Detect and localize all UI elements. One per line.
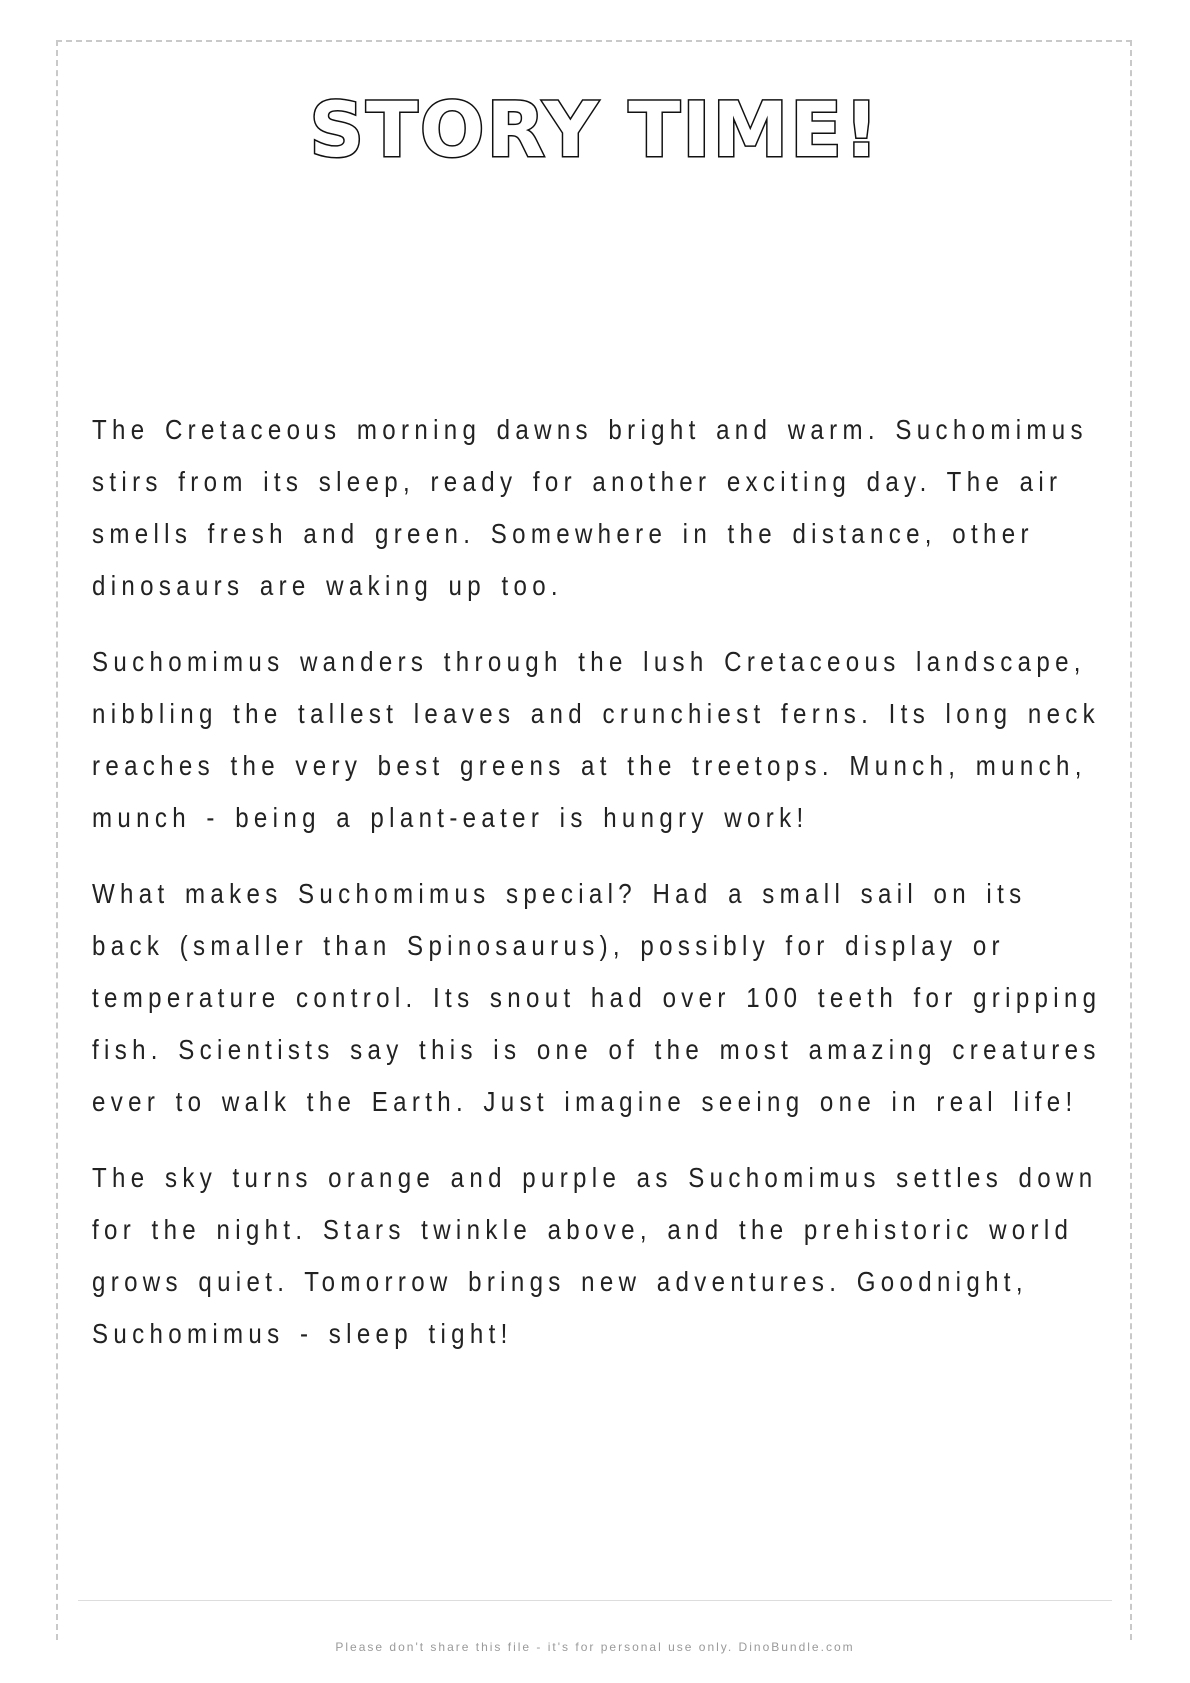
footer-divider	[78, 1600, 1112, 1601]
story-paragraph-1: The Cretaceous morning dawns bright and warm. Suchomimus stirs from its sleep, ready for another exciting day. The air smells fresh and green. Somewhere in the distance, other dinosaurs are waking up too.	[92, 414, 1088, 601]
page-title: STORY TIME!	[309, 85, 881, 174]
footer-notice: Please don't share this file - it's for personal use only. DinoBundle.com	[335, 1640, 855, 1654]
story-body	[92, 404, 1112, 1384]
story-paragraph-4: The sky turns orange and purple as Suchomimus settles down for the night. Stars twinkle above, and the prehistoric world grows quiet. Tomorrow brings new adventures. Goodnight, Suchomimus - sleep tight!	[92, 1162, 1098, 1349]
story-paragraph-2: Suchomimus wanders through the lush Cretaceous landscape, nibbling the tallest leaves and crunchiest ferns. Its long neck reaches the very best greens at the treetops. Munch, munch, munch - being a plant-eater is hungry work!	[92, 646, 1101, 833]
story-paragraph-3: What makes Suchomimus special? Had a small sail on its back (smaller than Spinosaurus), possibly for display or temperature control. Its snout had over 100 teeth for gripping fish. Scientists say this is one of the most amazing creatures ever to walk the Earth. Just imagine seeing one in real life!	[92, 878, 1102, 1117]
